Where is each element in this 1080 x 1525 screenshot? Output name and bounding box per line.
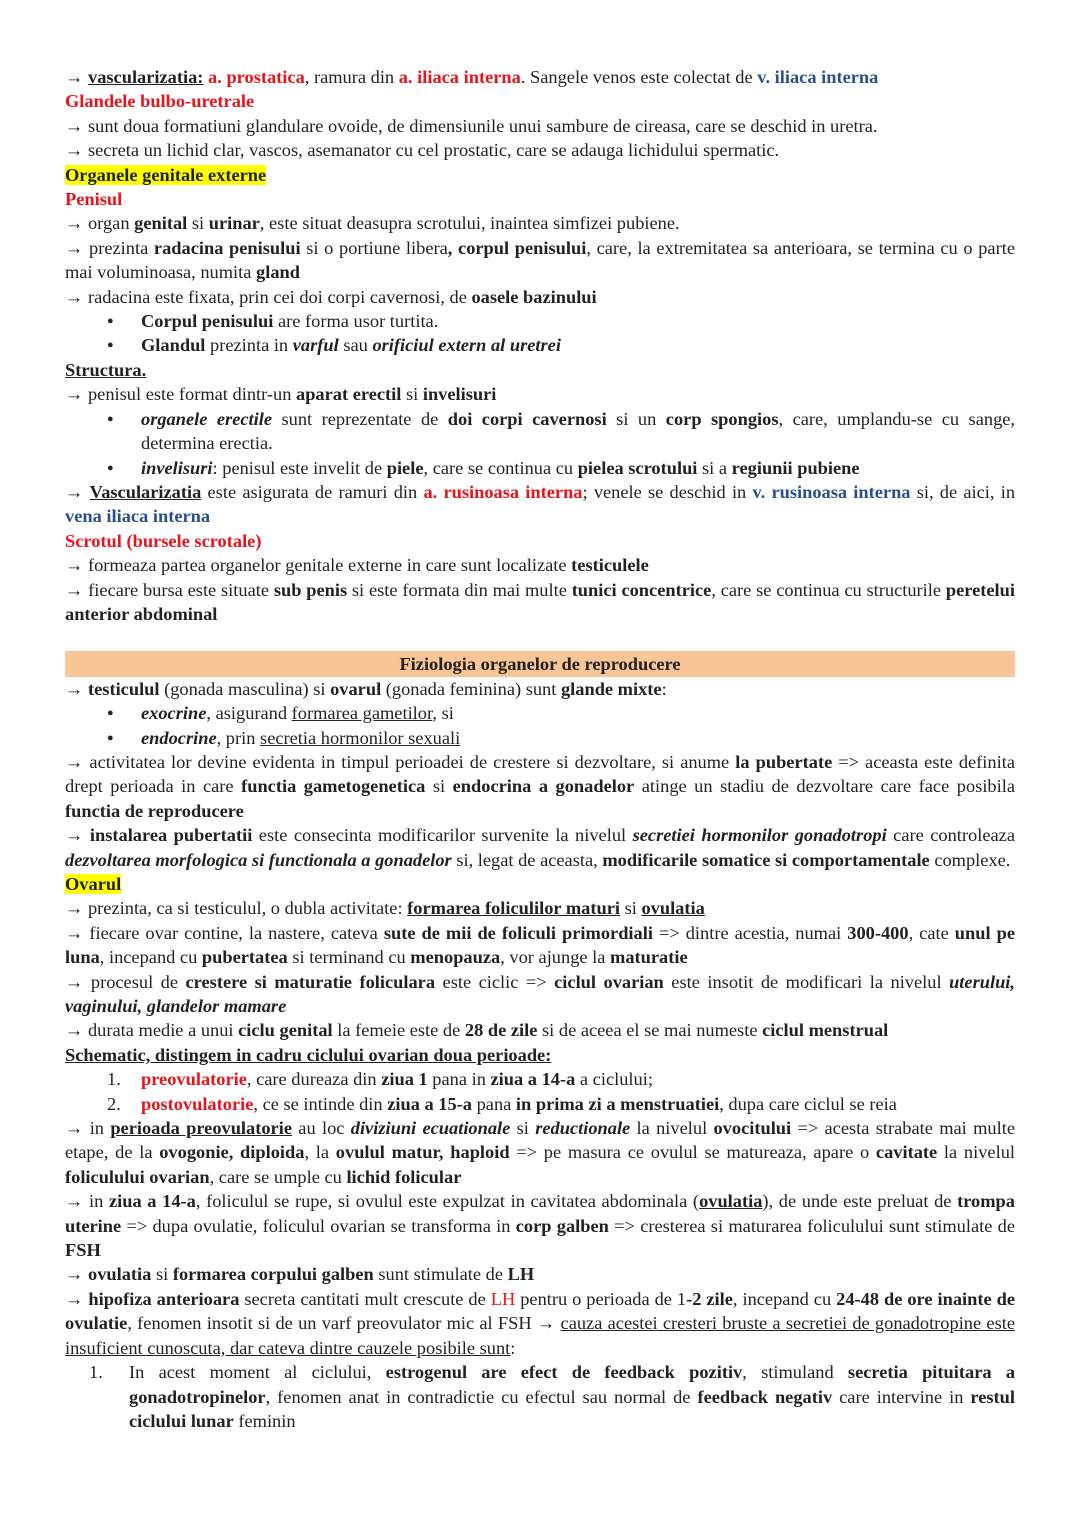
- heading-schematic: Schematic, distingem in cadru ciclului ovarian doua perioade:: [65, 1044, 552, 1065]
- structura-bullet-list: [65, 407, 1015, 480]
- glande-bullet-list: [65, 701, 1015, 750]
- periods-list: [65, 1067, 1015, 1116]
- prostate-vascularization-line: → vascularizatia: a. prostatica, ramura din a. iliaca interna. Sangele venos este colectat de v. iliaca interna: [65, 67, 879, 87]
- list-item: ● exocrine, asigurand formarea gametilor, si: [107, 701, 1015, 725]
- penis-line-3: → radacina este fixata, prin cei doi corpi cavernosi, de oasele bazinului: [65, 286, 597, 307]
- ovar-line-2: → fiecare ovar contine, la nastere, cateva sute de mii de foliculi primordiali => dintre acestia, numai 300-400, cate unul pe luna, incepand cu pubertatea si terminand cu menopauza, vor ajunge la maturatie: [65, 922, 1015, 968]
- fiziologia-line-2: → activitatea lor devine evidenta in timpul perioadei de crestere si dezvoltare, si anume la pubertate => aceasta este definita drept perioada in care functia gametogenetica si endocrina a gonadelor atinge un stadiu de dezvoltare care face posibila functia de reproducere: [65, 751, 1016, 821]
- ovar-line-3: → procesul de crestere si maturatie foliculara este ciclic => ciclul ovarian este insotit de modificari la nivelul uterului, vaginului, glandelor mamare: [65, 971, 1016, 1017]
- bulbo-line-1: → sunt doua formatiuni glandulare ovoide, de dimensiunile unui sambure de cireasa, care se deschid in uretra.: [65, 115, 878, 136]
- list-item: ● endocrine, prin secretia hormonilor sexuali: [107, 726, 1015, 750]
- fiziologia-line-3: → instalarea pubertatii este consecinta modificarilor survenite la nivelul secretiei hormonilor gonadotropi care controleaza dezvoltarea morfologica si functionala a gonadelor si, legat de aceasta, modificarile somatice si comportamentale complexe.: [65, 825, 1015, 870]
- scrot-line-1: → formeaza partea organelor genitale externe in care sunt localizate testiculele: [65, 555, 649, 576]
- causes-list: [65, 1360, 1015, 1433]
- list-item: ● Glandul prezinta in varful sau orificiul extern al uretrei: [107, 333, 1015, 357]
- list-item: ● Corpul penisului are forma usor turtita.: [107, 309, 1015, 333]
- list-item: ● organele erectile sunt reprezentate de doi corpi cavernosi si un corp spongios, care, umplandu-se cu sange, determina erectia.: [107, 407, 1015, 456]
- ovar-line-1: → prezinta, ca si testiculul, o dubla activitate: formarea foliculilor maturi si ovulatia: [65, 898, 705, 919]
- list-item: 1. In acest moment al ciclului, estrogenul are efect de feedback pozitiv, stimuland secretia pituitara a gonadotropinelor, fenomen anat in contradictie cu efectul sau normal de feedback negativ care intervine in restul ciclului lunar feminin: [89, 1362, 1016, 1431]
- list-item: ● invelisuri: penisul este invelit de piele, care se continua cu pielea scrotului si a regiunii pubiene: [107, 456, 1015, 480]
- heading-ovarul: Ovarul: [65, 873, 122, 894]
- structura-line-1: → penisul este format dintr-un aparat erectil si invelisuri: [65, 384, 497, 405]
- ovar-line-4: → durata medie a unui ciclu genital la femeie este de 28 de zile si de aceea el se mai numeste ciclul menstrual: [65, 1020, 889, 1041]
- document-page: [65, 65, 1015, 1433]
- heading-organe-externe: Organele genitale externe: [65, 164, 267, 185]
- ovar-line-8: → hipofiza anterioara secreta cantitati mult crescute de LH pentru o perioada de 1-2 zile, incepand cu 24-48 de ore inainte de ovulatie, fenomen insotit si de un varf preovulator mic al FSH → cauza acestei cresteri bruste a secretiei de gonadotropine este insuficient cunoscuta, dar cateva dintre cauzele posibile sunt:: [65, 1288, 1015, 1358]
- penis-line-2: → prezinta radacina penisului si o portiune libera, corpul penisului, care, la extremitatea sa anterioara, se termina cu o parte mai voluminoasa, numita gland: [65, 237, 1015, 283]
- penis-line-1: → organ genital si urinar, este situat deasupra scrotului, inaintea simfizei pubiene.: [65, 213, 680, 234]
- ovar-line-6: → in ziua a 14-a, foliculul se rupe, si ovulul este expulzat in cavitatea abdominala (ovulatia), de unde este preluat de trompa uterine => dupa ovulatie, foliculul ovarian se transforma in corp galben => cresterea si maturarea foliculului sunt stimulate de FSH: [65, 1191, 1016, 1261]
- fiziologia-line-1: → testiculul (gonada masculina) si ovarul (gonada feminina) sunt glande mixte:: [65, 678, 667, 699]
- list-item: 2. postovulatorie, ce se intinde din ziua a 15-a pana in prima zi a menstruatiei, dupa care ciclul se reia: [107, 1093, 897, 1114]
- ovar-line-5: → in perioada preovulatorie au loc diviziuni ecuationale si reductionale la nivelul ovocitului => acesta strabate mai multe etape, de la ovogonie, diploida, la ovulul matur, haploid => pe masura ce ovulul se matureaza, apare o cavitate la nivelul foliculului ovarian, care se umple cu lichid folicular: [65, 1118, 1016, 1187]
- ovar-line-7: → ovulatia si formarea corpului galben sunt stimulate de LH: [65, 1264, 535, 1285]
- heading-bulbo-uretrale: Glandele bulbo-uretrale: [65, 91, 255, 112]
- heading-penisul: Penisul: [65, 189, 123, 210]
- heading-structura: Structura.: [65, 359, 147, 380]
- penis-bullet-list: [65, 309, 1015, 358]
- scrot-line-2: → fiecare bursa este situate sub penis si este formata din mai multe tunici concentrice, care se continua cu structurile peretelui anterior abdominal: [65, 579, 1015, 624]
- list-item: 1. preovulatorie, care dureaza din ziua 1 pana in ziua a 14-a a ciclului;: [107, 1069, 653, 1090]
- section-title-bar: Fiziologia organelor de reproducere: [65, 651, 1015, 677]
- spacer: [65, 626, 1015, 650]
- bulbo-line-2: → secreta un lichid clar, vascos, asemanator cu cel prostatic, care se adauga lichidului spermatic.: [65, 140, 780, 161]
- heading-scrotul: Scrotul (bursele scrotale): [65, 530, 262, 551]
- penis-vascularization-line: → Vascularizatia este asigurata de ramuri din a. rusinoasa interna; venele se deschid in v. rusinoasa interna si, de aici, in vena iliaca interna: [65, 481, 1016, 527]
